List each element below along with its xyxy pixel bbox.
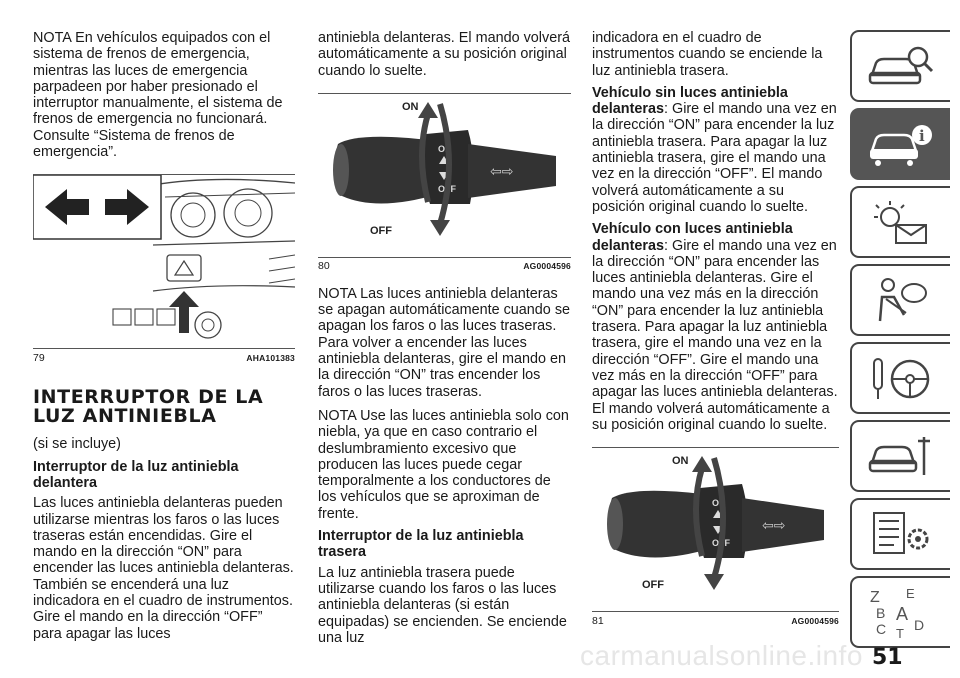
warning-lights-icon — [866, 197, 936, 247]
figure-number: 81 — [592, 614, 604, 627]
svg-text:T: T — [896, 626, 904, 640]
figure-80 — [318, 93, 571, 273]
figure-code: AG0004596 — [791, 615, 839, 626]
figure-number: 80 — [318, 260, 330, 273]
on-label: ON — [402, 100, 419, 113]
with-front-fog-text: : Gire el mando una vez en la dirección “ON” para encender las luces antiniebla delanteras. Gire el mando una vez más en la dirección “ON” para encender la luz antiniebla trasera. Para apagar la luz antiniebla trasera, gire el mando una vez en la dirección “OFF”. Gire el mando una vez más en la dirección “OFF” para apagar las luces antiniebla delanteras. El mando volverá automáticamente a su posición original cuando lo suelte. — [592, 237, 838, 433]
front-fog-continued: antiniebla delanteras. El mando volverá automáticamente a su posición original cuando lo suelte. — [318, 30, 570, 79]
tab-technical-data[interactable] — [850, 498, 950, 570]
svg-text:⇦⇨: ⇦⇨ — [490, 162, 514, 179]
index-letters-icon — [866, 584, 936, 640]
tab-car-info[interactable] — [850, 108, 950, 180]
car-search-icon — [866, 41, 936, 91]
figure-code: AG0004596 — [523, 261, 571, 272]
watermark: carmanualsonline.info — [580, 640, 863, 671]
column-2 — [318, 30, 571, 646]
tab-car-search[interactable] — [850, 30, 950, 102]
svg-text:E: E — [906, 586, 915, 601]
subheading-with-front-fog: Vehículo con luces antiniebla delanteras — [592, 221, 793, 254]
subheading-rear-fog: Interruptor de la luz antiniebla trasera — [318, 528, 524, 561]
figure-code: AHA101383 — [246, 352, 295, 363]
checklist-gear-icon — [866, 509, 936, 559]
car-service-icon — [866, 431, 936, 481]
figure-81 — [592, 447, 839, 627]
car-info-icon — [866, 119, 936, 169]
rear-fog-text: La luz antiniebla trasera puede utilizarse cuando los faros o las luces antiniebla delanteras (si están equipadas) se encienden. Se enciende una luz — [318, 564, 567, 646]
svg-text:D: D — [914, 617, 925, 633]
svg-text:i: i — [919, 127, 925, 145]
on-label: ON — [672, 455, 689, 468]
note-auto-off: NOTA Las luces antiniebla delanteras se apagan automáticamente cuando se apagan los faros o las luces traseras. Para volver a encender las luces antiniebla delanteras, gire el mando en la dirección “ON” tras encender los faros o las luces traseras. — [318, 285, 571, 400]
tab-warning-lights[interactable] — [850, 186, 950, 258]
tab-service[interactable] — [850, 420, 950, 492]
key-steering-icon — [866, 353, 936, 403]
front-fog-text: Las luces antiniebla delanteras pueden utilizarse mientras los faros o las luces traseras están encendidas. Gire el mando en la dirección “ON” para encender las luces antiniebla delanteras. También se encenderá una luz indicadora en el cuadro de instrumentos. Gire el mando en la dirección “OFF” para apagar las luces — [33, 495, 294, 642]
hazard-switch-illustration — [33, 175, 295, 343]
fog-switch-illustration — [318, 94, 571, 252]
svg-text:Z: Z — [870, 589, 880, 606]
column-1 — [33, 30, 295, 642]
chapter-tabs — [850, 30, 955, 654]
note-use-fog: NOTA Use las luces antiniebla solo con niebla, ya que en caso contrario el deslumbramiento excesivo que producen las luces puede cegar temporalmente a los conductores de los vehículos que se aproximan de frente. — [318, 407, 569, 522]
svg-text:B: B — [876, 605, 886, 621]
rear-fog-continued: indicadora en el cuadro de instrumentos cuando se enciende la luz antiniebla trasera. — [592, 30, 823, 79]
subheading-without-front-fog: Vehículo sin luces antiniebla delanteras — [592, 84, 788, 118]
without-front-fog-text: : Gire el mando una vez en la dirección “ON” para encender la luz antiniebla trasera. Para apagar la luz antiniebla trasera, gire el mando una vez en la dirección “OFF”. El mando volverá automáticamente a su posición original cuando lo suelte. — [592, 101, 837, 215]
subheading-front-fog: Interruptor de la luz antiniebla delantera — [33, 458, 239, 491]
tab-starting-driving[interactable] — [850, 342, 950, 414]
svg-text:C: C — [876, 621, 887, 637]
note-emergency-brake: NOTA En vehículos equipados con el sistema de frenos de emergencia, mientras las luces de emergencia parpadeen por haber presionado el interruptor manualmente, el sistema de frenos de emergencia no funcionará. Consulte “Sistema de frenos de emergencia”. — [33, 30, 283, 161]
figure-number: 79 — [33, 351, 45, 364]
figure-79-caption — [33, 348, 295, 364]
figure-80-caption — [318, 257, 571, 273]
without-front-fog-paragraph — [592, 85, 839, 215]
off-label: OFF — [370, 224, 392, 237]
tab-safety[interactable] — [850, 264, 950, 336]
section-heading: INTERRUPTOR DE LA LUZ ANTINIEBLA — [33, 386, 264, 428]
svg-text:ON: ON — [712, 498, 726, 509]
svg-text:OFF: OFF — [438, 183, 456, 194]
tab-index[interactable] — [850, 576, 950, 648]
optional-note: (si se incluye) — [33, 436, 121, 453]
airbag-person-icon — [866, 275, 936, 325]
column-3 — [592, 30, 839, 627]
svg-text:ON: ON — [438, 143, 452, 154]
with-front-fog-paragraph — [592, 221, 839, 433]
figure-81-caption — [592, 611, 839, 627]
fog-switch-illustration — [592, 448, 839, 606]
off-label: OFF — [642, 579, 664, 592]
svg-text:⇦⇨: ⇦⇨ — [762, 517, 786, 534]
figure-79 — [33, 174, 295, 364]
svg-text:A: A — [896, 604, 909, 624]
page-number: 51 — [872, 645, 903, 670]
svg-text:OFF: OFF — [712, 538, 730, 549]
